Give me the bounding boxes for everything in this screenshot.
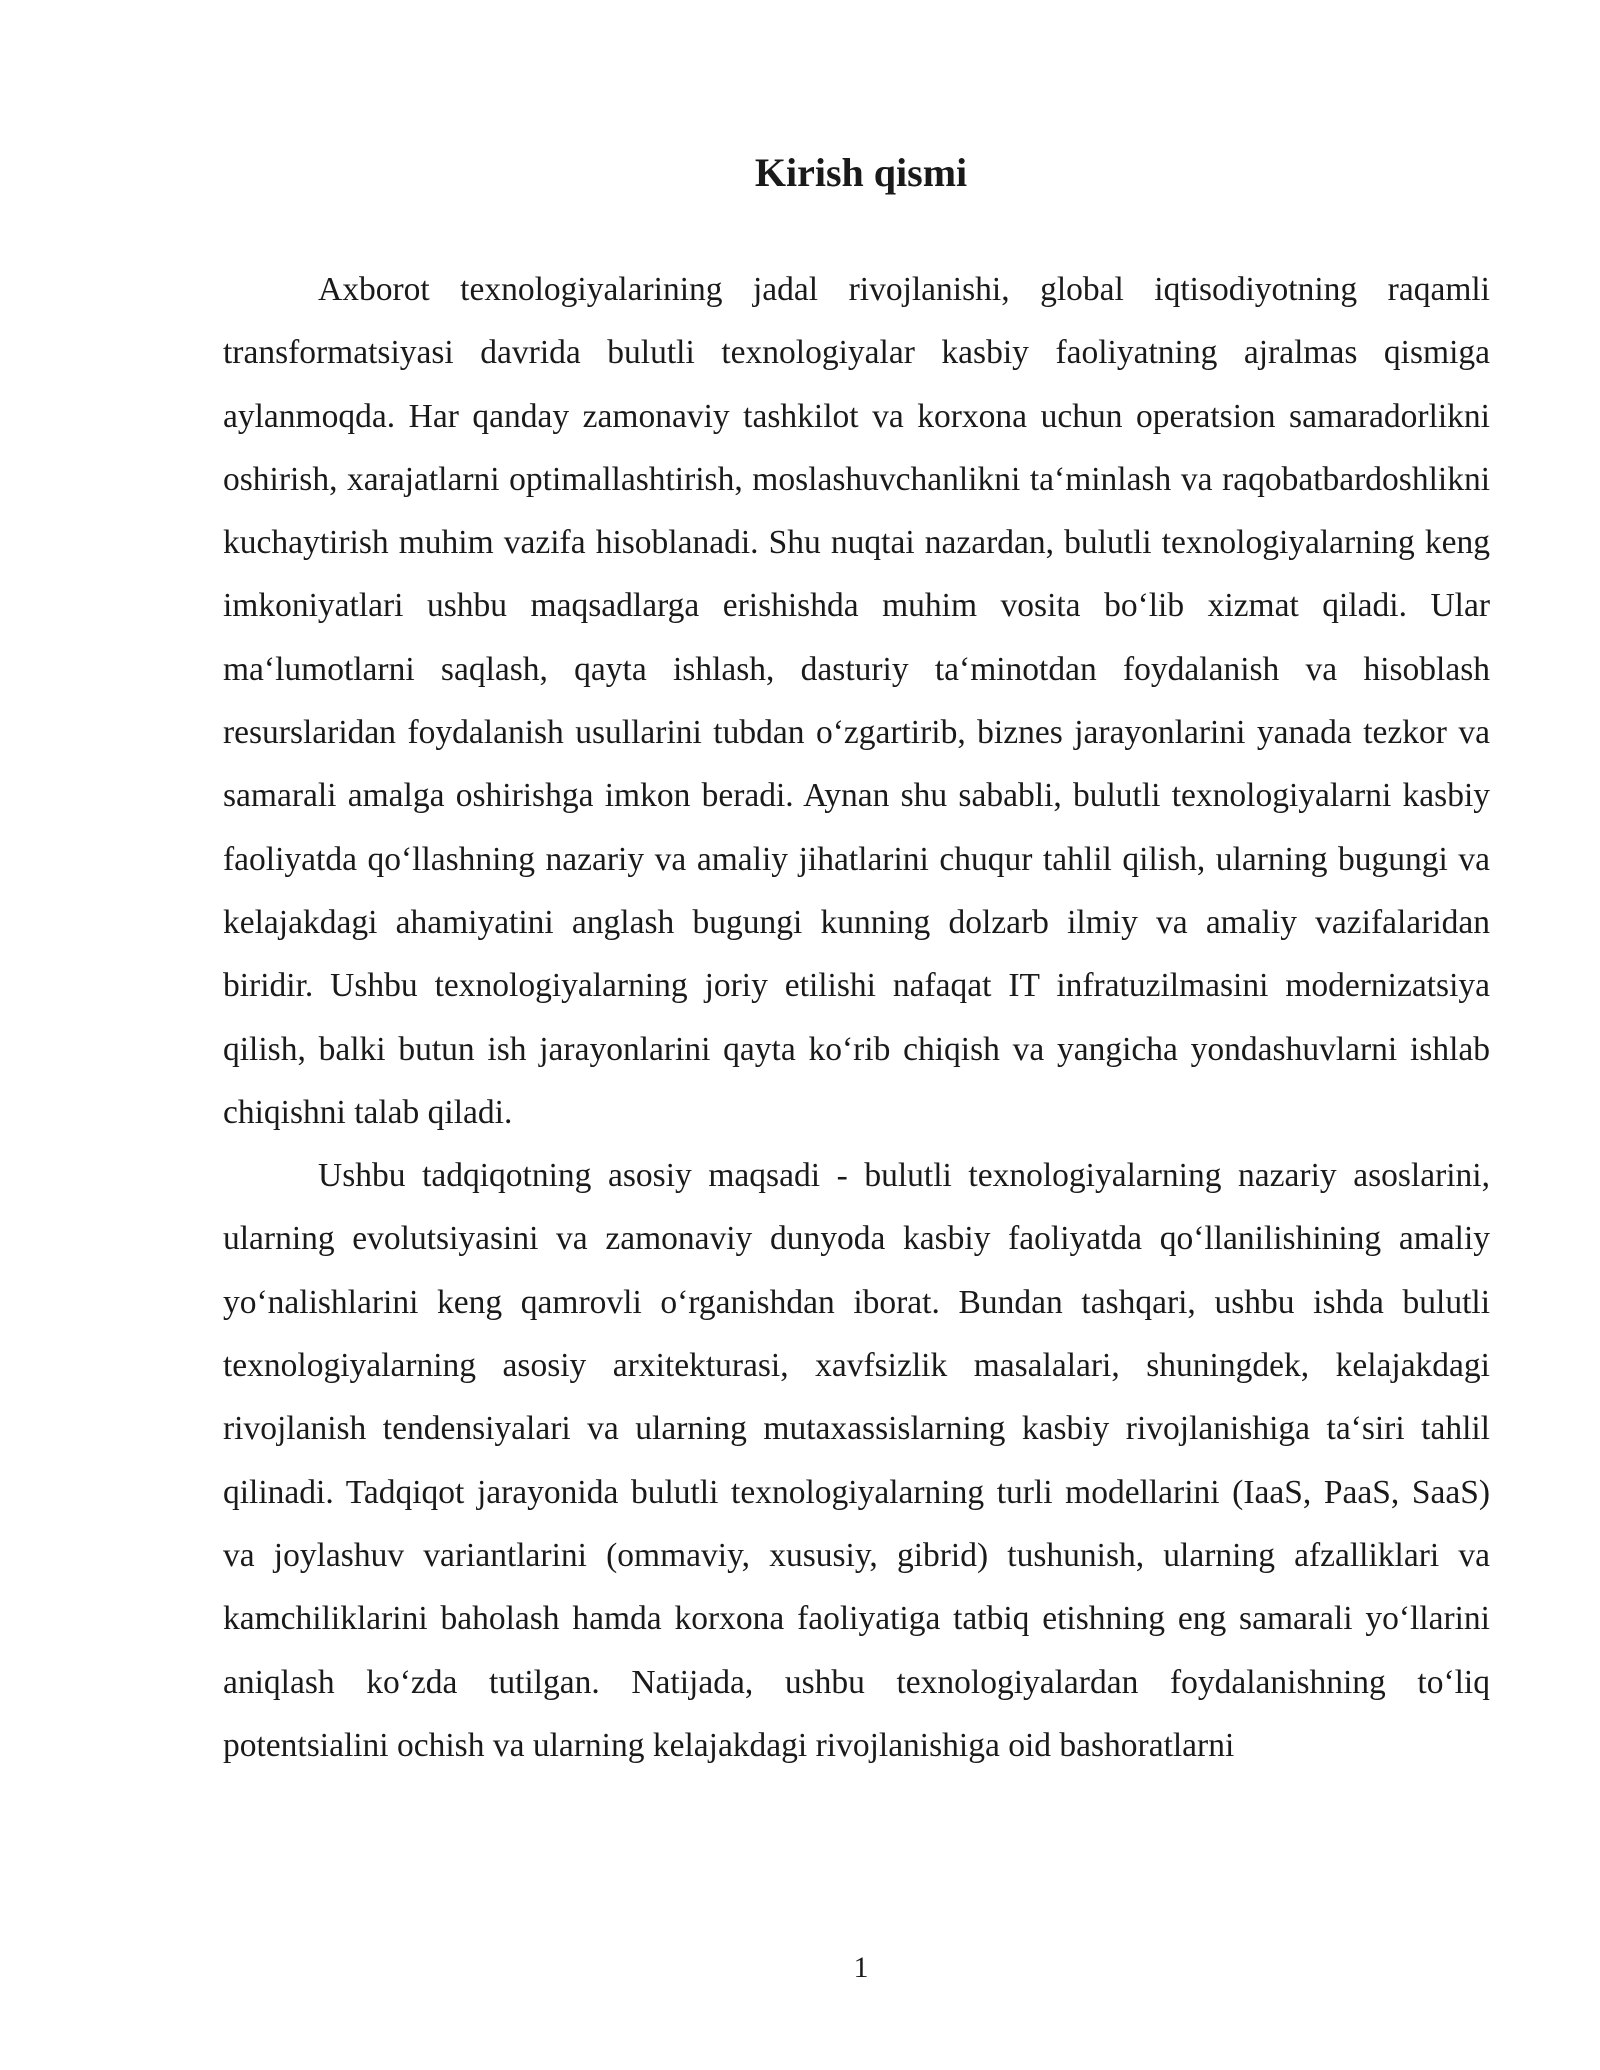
page-number: 1 (853, 1951, 869, 1984)
body-text (223, 258, 1490, 1777)
paragraph-1: Axborot texnologiyalarining jadal rivojlanishi, global iqtisodiyotning raqamli transformatsiyasi davrida bulutli texnologiyalar kasbiy faoliyatning ajralmas qismiga aylanmoqda. Har qanday zamonaviy tashkilot va korxona uchun operatsion samaradorlikni oshirish, xarajatlarni optimallashtirish, moslashuvchanlikni ta‘minlash va raqobatbardoshlikni kuchaytirish muhim vazifa hisoblanadi. Shu nuqtai nazardan, bulutli texnologiyalarning keng imkoniyatlari ushbu maqsadlarga erishishda muhim vosita bo‘lib xizmat qiladi. Ular ma‘lumotlarni saqlash, qayta ishlash, dasturiy ta‘minotdan foydalanish va hisoblash resurslaridan foydalanish usullarini tubdan o‘zgartirib, biznes jarayonlarini yanada tezkor va samarali amalga oshirishga imkon beradi. Aynan shu sababli, bulutli texnologiyalarni kasbiy faoliyatda qo‘llashning nazariy va amaliy jihatlarini chuqur tahlil qilish, ularning bugungi va kelajakdagi ahamiyatini anglash bugungi kunning dolzarb ilmiy va amaliy vazifalaridan biridir. Ushbu texnologiyalarning joriy etilishi nafaqat IT infratuzilmasini modernizatsiya qilish, balki butun ish jarayonlarini qayta ko‘rib chiqish va yangicha yondashuvlarni ishlab chiqishni talab qiladi. (223, 271, 1490, 1131)
page-title: Kirish qismi (754, 150, 968, 195)
paragraph-2: Ushbu tadqiqotning asosiy maqsadi - bulutli texnologiyalarning nazariy asoslarini, ularning evolutsiyasini va zamonaviy dunyoda kasbiy faoliyatda qo‘llanilishining amaliy yo‘nalishlarini keng qamrovli o‘rganishdan iborat. Bundan tashqari, ushbu ishda bulutli texnologiyalarning asosiy arxitekturasi, xavfsizlik masalalari, shuningdek, kelajakdagi rivojlanish tendensiyalari va ularning mutaxassislarning kasbiy rivojlanishiga ta‘siri tahlil qilinadi. Tadqiqot jarayonida bulutli texnologiyalarning turli modellarini (IaaS, PaaS, SaaS) va joylashuv variantlarini (ommaviy, xususiy, gibrid) tushunish, ularning afzalliklari va kamchiliklarini baholash hamda korxona faoliyatiga tatbiq etishning eng samarali yo‘llarini aniqlash ko‘zda tutilgan. Natijada, ushbu texnologiyalardan foydalanishning to‘liq potentsialini ochish va ularning kelajakdagi rivojlanishiga oid bashoratlarni (223, 1157, 1490, 1764)
